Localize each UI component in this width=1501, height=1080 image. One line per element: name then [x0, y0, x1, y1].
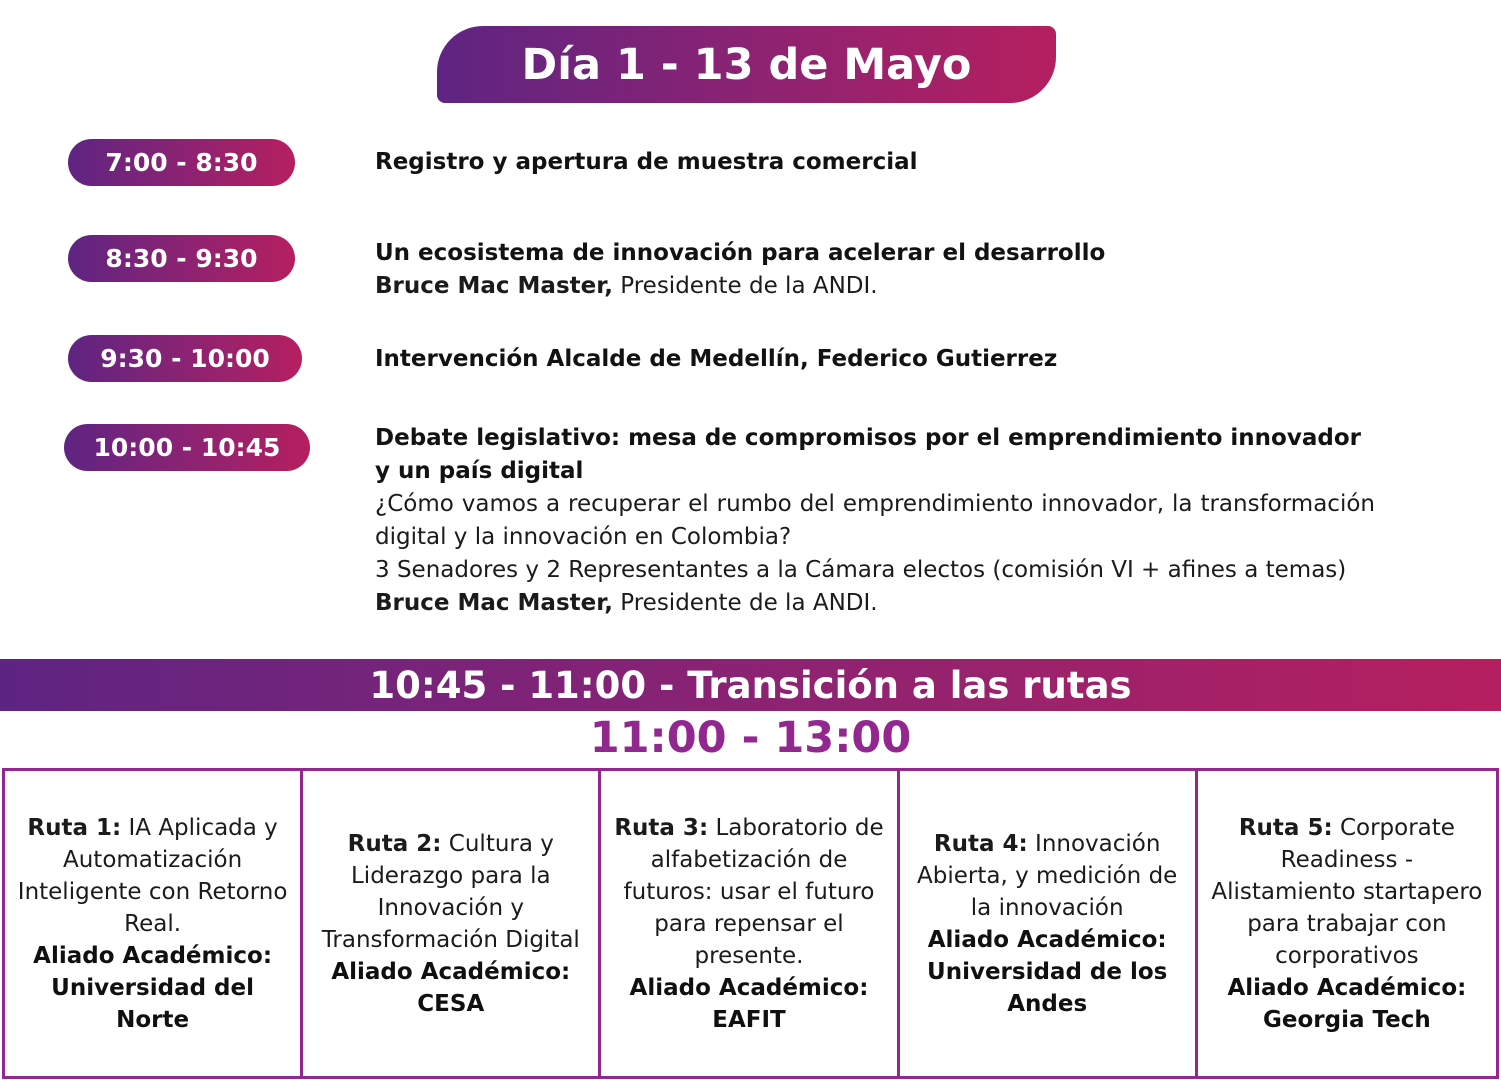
partner-label: Aliado Académico: — [629, 974, 869, 1001]
route-description — [1206, 812, 1488, 972]
route-name: Ruta 1: — [27, 814, 122, 841]
route-name: Ruta 3: — [614, 814, 709, 841]
route-name: Ruta 4: — [933, 830, 1028, 857]
route-description — [311, 828, 590, 956]
route-card-3 — [601, 771, 899, 1076]
route-partner — [13, 940, 292, 1036]
route-description — [609, 812, 888, 972]
route-partner — [609, 972, 888, 1036]
partner-label: Aliado Académico: — [331, 958, 571, 985]
speaker-role: Presidente de la ANDI. — [620, 590, 878, 616]
session-3 — [375, 343, 1448, 376]
session-1 — [375, 146, 1448, 179]
time-badge-4 — [64, 424, 310, 471]
session-title: Intervención Alcalde de Medellín, Federico Gutierrez — [375, 346, 1058, 372]
speaker-line — [375, 270, 1448, 303]
route-name: Ruta 5: — [1238, 814, 1333, 841]
route-partner — [1206, 972, 1488, 1036]
session-title: Debate legislativo: mesa de compromisos por el emprendimiento innovador y un país digital — [375, 425, 1361, 484]
session-2 — [375, 237, 1448, 303]
route-card-5 — [1198, 771, 1496, 1076]
transition-label: 10:45 - 11:00 - Transición a las rutas — [369, 663, 1132, 707]
transition-banner — [0, 659, 1501, 711]
route-card-4 — [900, 771, 1198, 1076]
route-description — [13, 812, 292, 940]
route-topic: Laboratorio de alfabetización de futuros: usar el futuro para repensar el presente. — [623, 814, 884, 969]
partner-name: Universidad del Norte — [51, 974, 255, 1033]
speaker-role: Presidente de la ANDI. — [620, 273, 878, 299]
route-partner — [311, 956, 590, 1020]
time-badge-1 — [68, 139, 295, 186]
session-title: Un ecosistema de innovación para acelerar el desarrollo — [375, 240, 1106, 266]
time-badge-label: 9:30 - 10:00 — [100, 344, 270, 373]
session-title: Registro y apertura de muestra comercial — [375, 149, 918, 175]
partner-name: EAFIT — [712, 1006, 786, 1033]
route-card-1 — [5, 771, 303, 1076]
speaker-name: Bruce Mac Master, — [375, 273, 613, 299]
route-partner — [908, 924, 1187, 1020]
route-card-2 — [303, 771, 601, 1076]
time-badge-label: 7:00 - 8:30 — [105, 148, 258, 177]
route-topic: Cultura y Liderazgo para la Innovación y Transformación Digital — [321, 830, 580, 953]
session-4 — [375, 422, 1375, 620]
partner-name: CESA — [417, 990, 485, 1017]
time-badge-label: 10:00 - 10:45 — [93, 433, 281, 462]
time-badge-2 — [68, 235, 295, 282]
day-banner — [437, 26, 1056, 103]
partner-name: Georgia Tech — [1263, 1006, 1431, 1033]
route-topic: Innovación Abierta, y medición de la innovación — [917, 830, 1178, 921]
route-topic: IA Aplicada y Automatización Inteligente con Retorno Real. — [17, 814, 288, 937]
route-description — [908, 828, 1187, 924]
route-name: Ruta 2: — [347, 830, 442, 857]
route-topic: Corporate Readiness - Alistamiento startapero para trabajar con corporativos — [1211, 814, 1483, 969]
session-panelists: 3 Senadores y 2 Representantes a la Cámara electos (comisión VI + afines a temas) — [375, 557, 1347, 583]
partner-label: Aliado Académico: — [927, 926, 1167, 953]
day-title: Día 1 - 13 de Mayo — [521, 39, 972, 90]
time-badge-label: 8:30 - 9:30 — [105, 244, 258, 273]
speaker-name: Bruce Mac Master, — [375, 590, 613, 616]
time-badge-3 — [68, 335, 302, 382]
partner-name: Universidad de los Andes — [927, 958, 1168, 1017]
session-description: ¿Cómo vamos a recuperar el rumbo del emprendimiento innovador, la transformación digital y la innovación en Colombia? — [375, 491, 1375, 550]
partner-label: Aliado Académico: — [1227, 974, 1467, 1001]
speaker-line — [375, 587, 1375, 620]
partner-label: Aliado Académico: — [33, 942, 273, 969]
routes-time-heading: 11:00 - 13:00 — [589, 713, 912, 763]
routes-table — [2, 768, 1499, 1079]
